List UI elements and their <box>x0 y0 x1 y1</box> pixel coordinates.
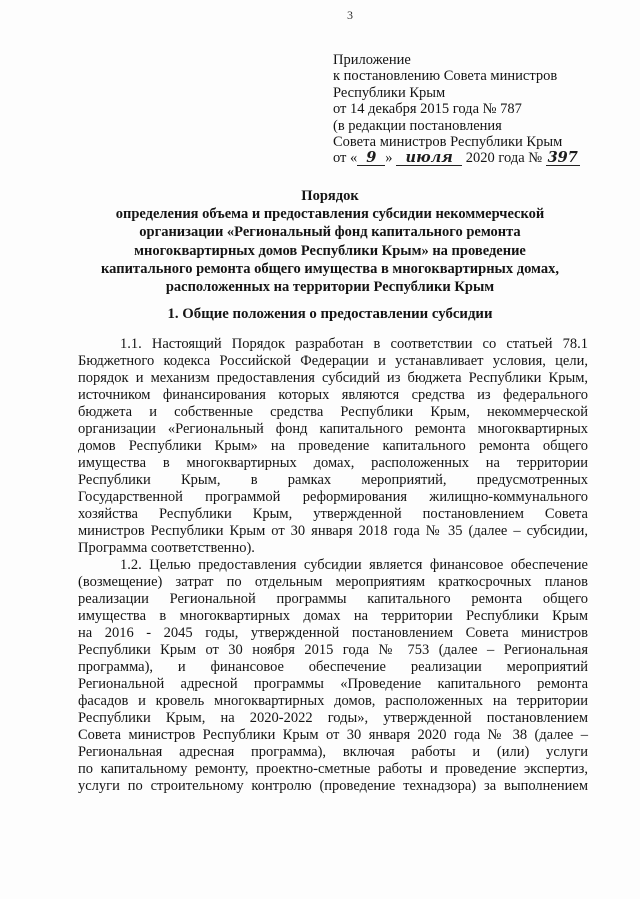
paragraph-line: по капитальному ремонту, проектно-сметные работы и проведение экспертиз, <box>78 761 588 777</box>
date-quote: » <box>385 150 393 167</box>
paragraph-line: реализации Региональной программы капитального ремонта общего <box>78 591 588 607</box>
paragraph-line: Республики Крым от 30 ноября 2015 года № 753 (далее – Региональная <box>78 642 588 658</box>
paragraph-line: имущества в многоквартирных домах, расположенных на территории <box>78 455 588 471</box>
appendix-line: Республики Крым <box>333 84 446 101</box>
paragraph-line: 1.2. Целью предоставления субсидии является финансовое обеспечение <box>120 557 588 573</box>
paragraph-line: Региональной адресной программы «Проведение капитального ремонта <box>78 676 588 692</box>
paragraph-line: Республики Крым, на 2020-2022 годы», утвержденной постановлением <box>78 710 588 726</box>
date-prefix: от « <box>333 150 358 167</box>
appendix-block <box>333 52 580 167</box>
appendix-line: к постановлению Совета министров <box>333 68 558 85</box>
paragraph-line: 1.1. Настоящий Порядок разработан в соответствии со статьей 78.1 <box>120 336 588 352</box>
paragraph-line: бюджета и собственные средства Республики Крым, некоммерческой <box>78 404 588 420</box>
title-line: расположенных на территории Республики Крым <box>165 279 495 296</box>
paragraph-line: министров Республики Крым от 30 января 2018 года № 35 (далее – субсидии, <box>78 523 588 539</box>
paragraph-line: Республики Крым, в рамках мероприятий, предусмотренных <box>78 472 588 488</box>
title-line: капитального ремонта общего имущества в многоквартирных домах, <box>101 260 559 277</box>
title-line: организации «Региональный фонд капитального ремонта <box>139 224 521 241</box>
title-line: многоквартирных домов Республики Крым» на проведение <box>134 242 526 259</box>
paragraph-line: Совета министров Республики Крым от 30 января 2020 года № 38 (далее – <box>78 727 588 743</box>
appendix-line: Совета министров Республики Крым <box>333 134 563 151</box>
document-title <box>80 187 580 296</box>
title-line: Порядок <box>301 188 359 204</box>
paragraph-line: домов Республики Крым» на проведение капитального ремонта общего <box>78 438 588 454</box>
paragraph-line: на 2016 - 2045 годы, утвержденной постановлением Совета министров <box>78 625 588 641</box>
appendix-line: от 14 декабря 2015 года № 787 <box>333 101 522 118</box>
paragraph-line: (возмещение) затрат по отдельным мероприятиям краткосрочных планов <box>78 574 588 590</box>
paragraph-line: порядок и механизм предоставления субсидий из бюджета Республики Крым, <box>78 370 588 386</box>
paragraph-line: имущества в многоквартирных домах на территории Республики Крым <box>78 608 588 624</box>
paragraph-line: Программа соответственно). <box>78 540 255 556</box>
document-body <box>78 336 588 795</box>
page-number: 3 <box>347 8 353 22</box>
paragraph-line: Региональная адресная программа), включая работы и (или) услуги <box>78 744 588 760</box>
paragraph-line: Бюджетного кодекса Российской Федерации и устанавливает условия, цели, <box>78 353 588 369</box>
paragraph-line: хозяйства Республики Крым, утвержденной постановлением Совета <box>78 506 588 522</box>
handwritten-day: 9 <box>357 150 385 166</box>
paragraph-1-1 <box>78 336 588 557</box>
section-heading: 1. Общие положения о предоставлении субсидии <box>167 306 493 322</box>
paragraph-line: источником финансирования которых являются средства из федерального <box>78 387 588 403</box>
appendix-line: (в редакции постановления <box>333 117 502 134</box>
appendix-date-line <box>333 150 580 166</box>
paragraph-1-2 <box>78 557 588 795</box>
paragraph-line: программа), и финансовое обеспечение реализации мероприятий <box>78 659 588 675</box>
handwritten-number: 397 <box>547 149 578 167</box>
paragraph-line: фасадов и кровель многоквартирных домов, расположенных на территории <box>78 693 588 709</box>
paragraph-line: услуги по строительному контролю (проведение технадзора) за выполнением <box>78 778 588 794</box>
appendix-line: Приложение <box>333 52 411 68</box>
date-year: 2020 года № <box>465 150 543 167</box>
title-line: определения объема и предоставления субсидии некоммерческой <box>115 206 545 223</box>
paragraph-line: организации «Региональный фонд капитального ремонта многоквартирных <box>78 421 588 437</box>
paragraph-line: Государственной программой реформирования жилищно-коммунального <box>78 489 588 505</box>
handwritten-month: июля <box>396 150 462 166</box>
